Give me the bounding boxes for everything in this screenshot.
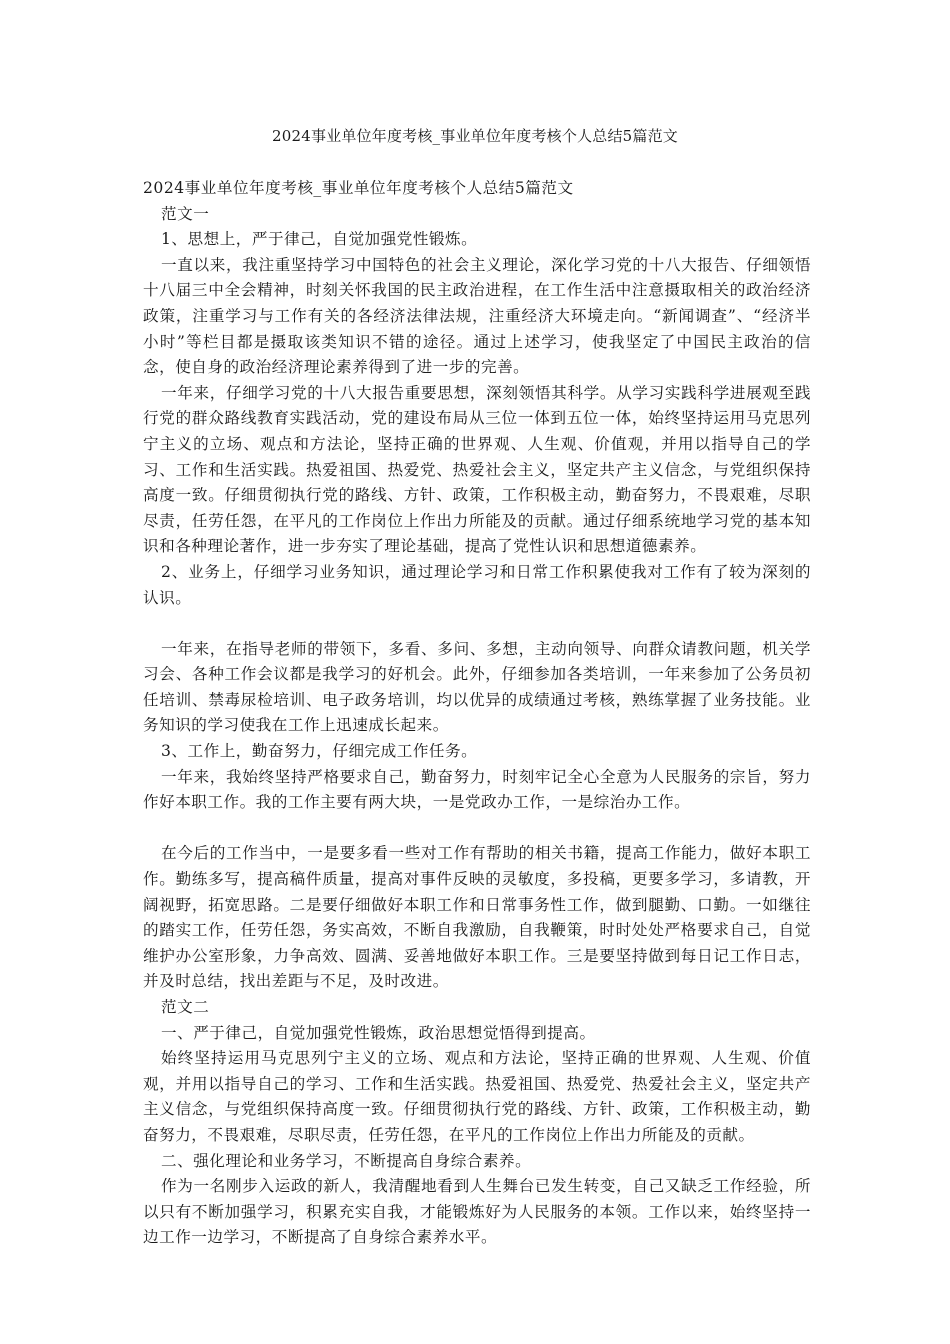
blank-line xyxy=(143,611,811,637)
section-label-fanwen-1: 范文一 xyxy=(161,204,210,223)
paragraph: 作为一名刚步入运政的新人，我清醒地看到人生舞台已发生转变，自己又缺乏工作经验，所以只有不断加强学习，积累充实自我，才能锻炼好为人民服务的本领。工作以来，始终坚持一边工作一边学习，不断提高了自身综合素养水平。 xyxy=(143,1177,811,1247)
paragraph: 在今后的工作当中，一是要多看一些对工作有帮助的相关书籍，提高工作能力，做好本职工作。勤练多写，提高稿件质量，提高对事件反映的灵敏度，多投稿，更要多学习，多请教，开阔视野，拓宽思路。二是要仔细做好本职工作和日常事务性工作，做到腿勤、口勤。一如继往的踏实工作，任劳任怨，务实高效，不断自我激励，自我鞭策，时时处处严格要求自己，自觉维护办公室形象，力争高效、圆满、妥善地做好本职工作。三是要坚持做到每日记工作日志，并及时总结，找出差距与不足，及时改进。 xyxy=(143,844,811,991)
paragraph: 一年来，我始终坚持严格要求自己，勤奋努力，时刻牢记全心全意为人民服务的宗旨，努力作好本职工作。我的工作主要有两大块，一是党政办工作，一是综治办工作。 xyxy=(143,767,811,812)
document-title: 2024事业单位年度考核_事业单位年度考核个人总结5篇范文 xyxy=(271,127,679,145)
paragraph: 一年来，仔细学习党的十八大报告重要思想，深刻领悟其科学。从学习实践科学进展观至践行党的群众路线教育实践活动，党的建设布局从三位一体到五位一体，始终坚持运用马克思列宁主义的立场、观点和方法论，坚持正确的世界观、人生观、价值观，并用以指导自己的学习、工作和生活实践。热爱祖国、热爱党、热爱社会主义，坚定共产主义信念，与党组织保持高度一致。仔细贯彻执行党的路线、方针、政策，工作积极主动，勤奋努力，不畏艰难，尽职尽责，任劳任怨，在平凡的工作岗位上作出力所能及的贡献。通过仔细系统地学习党的基本知识和各种理论著作，进一步夯实了理论基础，提高了党性认识和思想道德素养。 xyxy=(143,383,811,556)
point-heading-3: 3、工作上，勤奋努力，仔细完成工作任务。 xyxy=(161,742,478,761)
body-heading: 2024事业单位年度考核_事业单位年度考核个人总结5篇范文 xyxy=(143,179,574,197)
point-heading-1: 1、思想上，严于律己，自觉加强党性锻炼。 xyxy=(161,230,478,249)
point-heading-2: 2、业务上，仔细学习业务知识，通过理论学习和日常工作积累使我对工作有了较为深刻的认识。 xyxy=(143,562,811,607)
paragraph: 一年来，在指导老师的带领下，多看、多问、多想，主动向领导、向群众请教问题，机关学习会、各种工作会议都是我学习的好机会。此外，仔细参加各类培训，一年来参加了公务员初任培训、禁毒尿检培训、电子政务培训，均以优异的成绩通过考核，熟练掌握了业务技能。业务知识的学习使我在工作上迅速成长起来。 xyxy=(143,639,811,735)
document-body xyxy=(143,176,811,1251)
point-heading-yi: 一、严于律己，自觉加强党性锻炼，政治思想觉悟得到提高。 xyxy=(161,1023,596,1042)
paragraph: 一直以来，我注重坚持学习中国特色的社会主义理论，深化学习党的十八大报告、仔细领悟十八届三中全会精神，时刻关怀我国的民主政治进程，在工作生活中注意摄取相关的政治经济政策，注重学习与工作有关的各经济法律法规，注重经济大环境走向。“新闻调查”、“经济半小时”等栏目都是摄取该类知识不错的途径。通过上述学习，使我坚定了中国民主政治的信念，使自身的政治经济理论素养得到了进一步的完善。 xyxy=(143,255,811,377)
point-heading-er: 二、强化理论和业务学习，不断提高自身综合素养。 xyxy=(161,1151,532,1170)
paragraph: 始终坚持运用马克思列宁主义的立场、观点和方法论，坚持正确的世界观、人生观、价值观，并用以指导自己的学习、工作和生活实践。热爱祖国、热爱党、热爱社会主义，坚定共产主义信念，与党组织保持高度一致。仔细贯彻执行党的路线、方针、政策，工作积极主动，勤奋努力，不畏艰难，尽职尽责，任劳任怨，在平凡的工作岗位上作出力所能及的贡献。 xyxy=(143,1049,811,1144)
blank-line xyxy=(143,816,811,842)
section-label-fanwen-2: 范文二 xyxy=(161,998,210,1016)
